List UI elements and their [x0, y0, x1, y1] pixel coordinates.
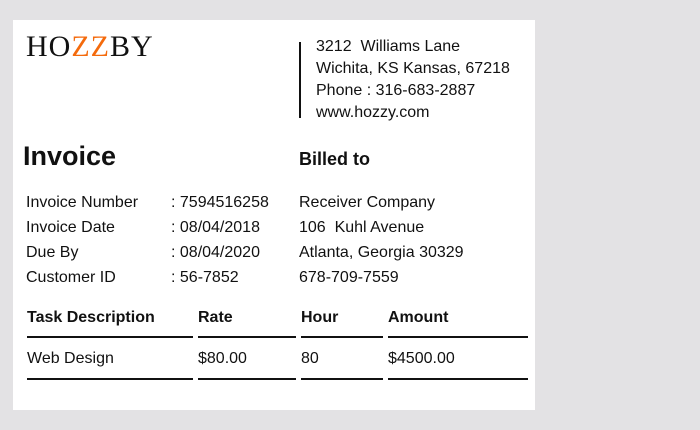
- invoice-details: [26, 190, 269, 290]
- billed-to-details: [299, 190, 464, 290]
- logo-suffix: BY: [110, 30, 154, 63]
- receiver-city: Atlanta, Georgia 30329: [299, 244, 464, 261]
- header-amount: Amount: [388, 308, 528, 338]
- company-address: [299, 38, 510, 121]
- logo-prefix: HO: [26, 30, 72, 63]
- company-street: 3212 Williams Lane: [316, 38, 461, 55]
- field-label: Customer ID: [26, 269, 116, 286]
- header-hour: Hour: [301, 308, 383, 338]
- invoice-card: [13, 20, 535, 410]
- line-items-table: [27, 308, 533, 380]
- cell-hour: 80: [301, 338, 383, 380]
- company-logo: [26, 30, 154, 64]
- invoice-number-row: [26, 190, 269, 215]
- company-website[interactable]: www.hozzy.com: [316, 104, 430, 121]
- billed-to-title: Billed to: [299, 149, 370, 169]
- field-value: : 56-7852: [171, 269, 239, 286]
- field-label: Invoice Number: [26, 194, 139, 211]
- due-by-row: [26, 240, 269, 265]
- cell-task: Web Design: [27, 338, 193, 380]
- field-value: : 7594516258: [171, 194, 269, 211]
- invoice-date-row: [26, 215, 269, 240]
- field-value: : 08/04/2018: [171, 219, 260, 236]
- cell-rate: $80.00: [198, 338, 296, 380]
- invoice-title: Invoice: [23, 141, 117, 171]
- company-phone: Phone : 316-683-2887: [316, 82, 476, 99]
- company-city: Wichita, KS Kansas, 67218: [316, 60, 510, 77]
- field-label: Invoice Date: [26, 219, 115, 236]
- logo-accent: ZZ: [71, 30, 110, 63]
- header-task-description: Task Description: [27, 308, 193, 338]
- table-header: [27, 308, 533, 338]
- receiver-street: 106 Kuhl Avenue: [299, 219, 425, 236]
- field-label: Due By: [26, 244, 79, 261]
- table-row: [27, 338, 533, 380]
- field-value: : 08/04/2020: [171, 244, 260, 261]
- customer-id-row: [26, 265, 269, 290]
- header-rate: Rate: [198, 308, 296, 338]
- receiver-phone: 678-709-7559: [299, 269, 399, 286]
- cell-amount: $4500.00: [388, 338, 528, 380]
- receiver-company: Receiver Company: [299, 194, 436, 211]
